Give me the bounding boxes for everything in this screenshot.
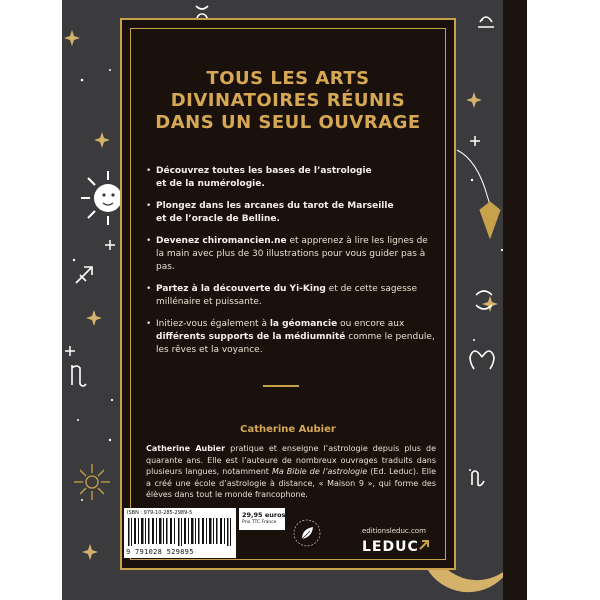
publisher-logo: LEDUC xyxy=(362,539,419,555)
sagittarius-icon xyxy=(76,267,92,283)
title-line: TOUS LES ARTS xyxy=(206,68,370,89)
section-divider xyxy=(263,385,299,387)
feature-item: • Découvrez toutes les bases de l’astrologie et de la numérologie. xyxy=(146,165,438,191)
star-dot xyxy=(81,79,84,82)
title-line: DANS UN SEUL OUVRAGE xyxy=(155,112,421,133)
feature-item: • Devenez chiromancien.ne et apprenez à lire les lignes de la main avec plus de 30 illustrations pour vous guider pas à pas. xyxy=(146,235,438,274)
scorpio-icon xyxy=(472,471,484,486)
sparkle-icon xyxy=(94,132,110,148)
star-dot xyxy=(469,469,471,471)
author-bio: Catherine Aubier pratique et enseigne l’astrologie depuis plus de quarante ans. Elle est l’auteure de nombreux ouvrages traduits dans plusieurs langues, notamment Ma Bible de l’astrologie (Ed. Leduc). Elle a créé une école d’astrologie à distance, « Maison 9 », qui forme des élèves dans tout le monde francophone. xyxy=(146,444,436,499)
content-panel xyxy=(120,18,456,570)
price-note: Prix TTC France xyxy=(242,520,277,525)
isbn-label: ISBN : 979-10-285-2989-5 xyxy=(127,510,193,516)
libra-icon xyxy=(478,17,494,27)
virgo-icon xyxy=(72,365,86,386)
white-sparkle-icon xyxy=(105,240,115,250)
publisher-website: editionsleduc.com xyxy=(362,527,426,535)
eco-publisher-leaf-icon xyxy=(292,518,322,548)
book-title xyxy=(142,68,434,134)
star-dot xyxy=(473,339,475,341)
sparkle-icon xyxy=(82,544,98,560)
white-sparkle-icon xyxy=(470,136,480,146)
sparkle-icon xyxy=(86,310,102,326)
aries-icon xyxy=(470,351,494,369)
sparkle-icon xyxy=(64,30,80,46)
star-dot xyxy=(109,69,111,71)
price-value: 29,95 euros xyxy=(242,511,286,519)
gold-sun-icon xyxy=(74,464,110,500)
title-line: DIVINATOIRES RÉUNIS xyxy=(170,90,406,111)
feature-item: • Partez à la découverte du Yi-King et de cette sagesse millénaire et puissante. xyxy=(146,283,438,309)
barcode-bars xyxy=(128,518,232,546)
barcode xyxy=(124,508,236,558)
price-tag xyxy=(239,508,285,530)
star-dot xyxy=(77,419,79,421)
author-heading: Catherine Aubier xyxy=(240,424,336,435)
book-spine xyxy=(503,0,527,600)
feature-item: • Plongez dans les arcanes du tarot de Marseille et de l’oracle de Belline. xyxy=(146,200,438,226)
white-sparkle-icon xyxy=(65,346,75,356)
feature-item: • Initiez-vous également à la géomancie ou encore aux différents supports de la médiumnité comme le pendule, les rêves et la voyance. xyxy=(146,318,438,357)
sparkle-icon xyxy=(466,92,482,108)
feature-list xyxy=(146,165,438,366)
barcode-number: 9 791028 529895 xyxy=(126,548,194,556)
star-dot xyxy=(109,439,111,441)
pendulum-icon xyxy=(457,150,500,238)
star-dot xyxy=(81,499,83,501)
star-dot xyxy=(471,179,473,181)
star-dot xyxy=(73,259,75,261)
star-dot xyxy=(111,399,113,401)
arrow-icon xyxy=(418,539,430,551)
